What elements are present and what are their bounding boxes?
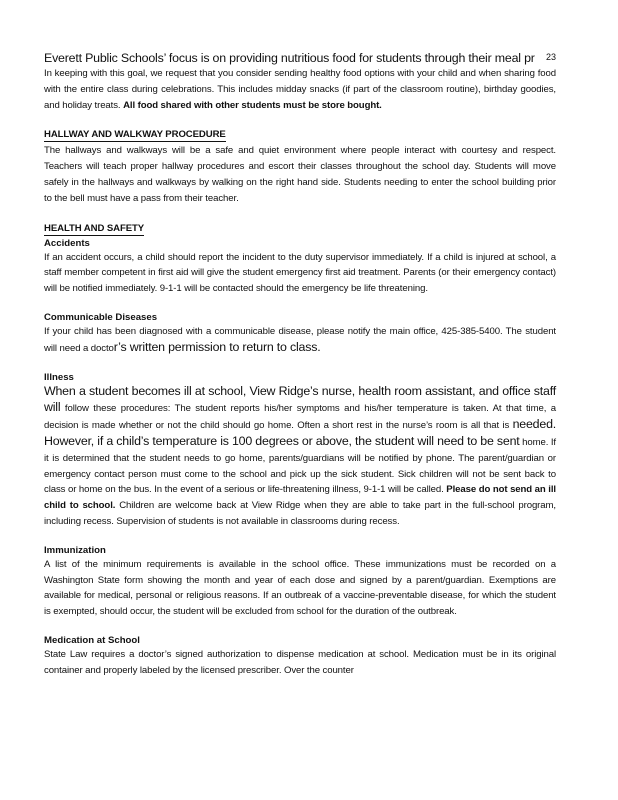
illness-line-large-1: When a student becomes ill at school, View Ridge’s nurse, health room assistant, and office staff will	[44, 383, 556, 415]
illness-title: Illness	[44, 371, 74, 383]
intro-heading: Everett Public Schools’ focus is on providing nutritious food for students through their meal pr	[44, 51, 535, 65]
accidents-title: Accidents	[44, 237, 90, 249]
immunization-paragraph: A list of the minimum requirements is available in the school office. These immunizations must be recorded on a Washington State form showing the month and year of each dose and signed by a parent/guardian. Exemptions are available for medical, personal or religious reasons. If an outbreak of a vaccine-preventable disease, for which the student is exempted, should occur, the student will be excluded from school for the duration of the outbreak.	[44, 558, 556, 618]
intro-body: In keeping with this goal, we request that you consider sending healthy food options with your child and when sharing food with the entire class during celebrations. This includes midday snacks (if part of the classroom routine), birthday goodies, and holiday treats.	[44, 68, 556, 111]
communicable-body: If your child has been diagnosed with a communicable disease, please notify the main office, 425-385-5400. The student will need a docto	[44, 325, 556, 354]
document-page	[44, 44, 556, 679]
health-section-title: HEALTH AND SAFETY	[44, 222, 145, 234]
medication-paragraph: State Law requires a doctor’s signed authorization to dispense medication at school. Medication must be in its original container and properly labeled by the licensed prescriber. Over the counter	[44, 648, 556, 676]
illness-paragraph	[44, 384, 556, 530]
intro-bold-note: All food shared with other students must be store bought.	[123, 99, 382, 111]
intro-paragraph	[44, 66, 556, 113]
communicable-title: Communicable Diseases	[44, 311, 158, 323]
illness-line-large-2: needed. However, if a child’s temperature is 100 degrees or above, the student will need to be sent	[44, 417, 556, 448]
illness-text-2: The student reports his/her symptoms and his/her temperature is taken. At that time, a decision is made whether or not the child should go home. Often a short rest in the nurse’s room is all that is	[44, 403, 556, 432]
illness-text-3: home. If it is determined that the student needs to go home, parents/guardians will be notified by phone. The parent/guardian or emergency contact person must come to the school and pick up the sick student. Sick children will not be sent back to class or home on the bus. In the event of a serious or life-threatening illness, 9-1-1 will be called.	[44, 436, 556, 496]
page-number: 23	[545, 52, 556, 62]
illness-text-4: Children are welcome back at View Ridge when they are able to take part in the full-school program, including recess. Supervision of students is not available in classrooms during recess.	[44, 500, 556, 527]
hallway-paragraph: The hallways and walkways will be a safe and quiet environment where people interact with courtesy and respect. Teachers will teach proper hallway procedures and escort their classes throughout the school day. Students will move safely in the hallways and walkways by walking on the right hand side. Students needing to enter the school building prior to the bell must have a pass from their teacher.	[44, 145, 556, 204]
accidents-paragraph: If an accident occurs, a child should report the incident to the duty supervisor immediately. If a child is injured at school, a staff member competent in first aid will give the student emergency first aid treatment. Parents (or their emergency contact) will be notified immediately. 9-1-1 will be contacted should the emergency be life threatening.	[44, 251, 556, 295]
immunization-title: Immunization	[44, 544, 106, 556]
illness-text-1: follow these procedures:	[64, 403, 171, 415]
medication-title: Medication at School	[44, 634, 140, 646]
illness-bold-note: Please do not send an ill child to school.	[44, 484, 556, 512]
communicable-body-large: r’s written permission to return to class.	[113, 339, 321, 354]
hallway-section-title: HALLWAY AND WALKWAY PROCEDURE	[44, 129, 226, 141]
communicable-paragraph	[44, 324, 556, 357]
